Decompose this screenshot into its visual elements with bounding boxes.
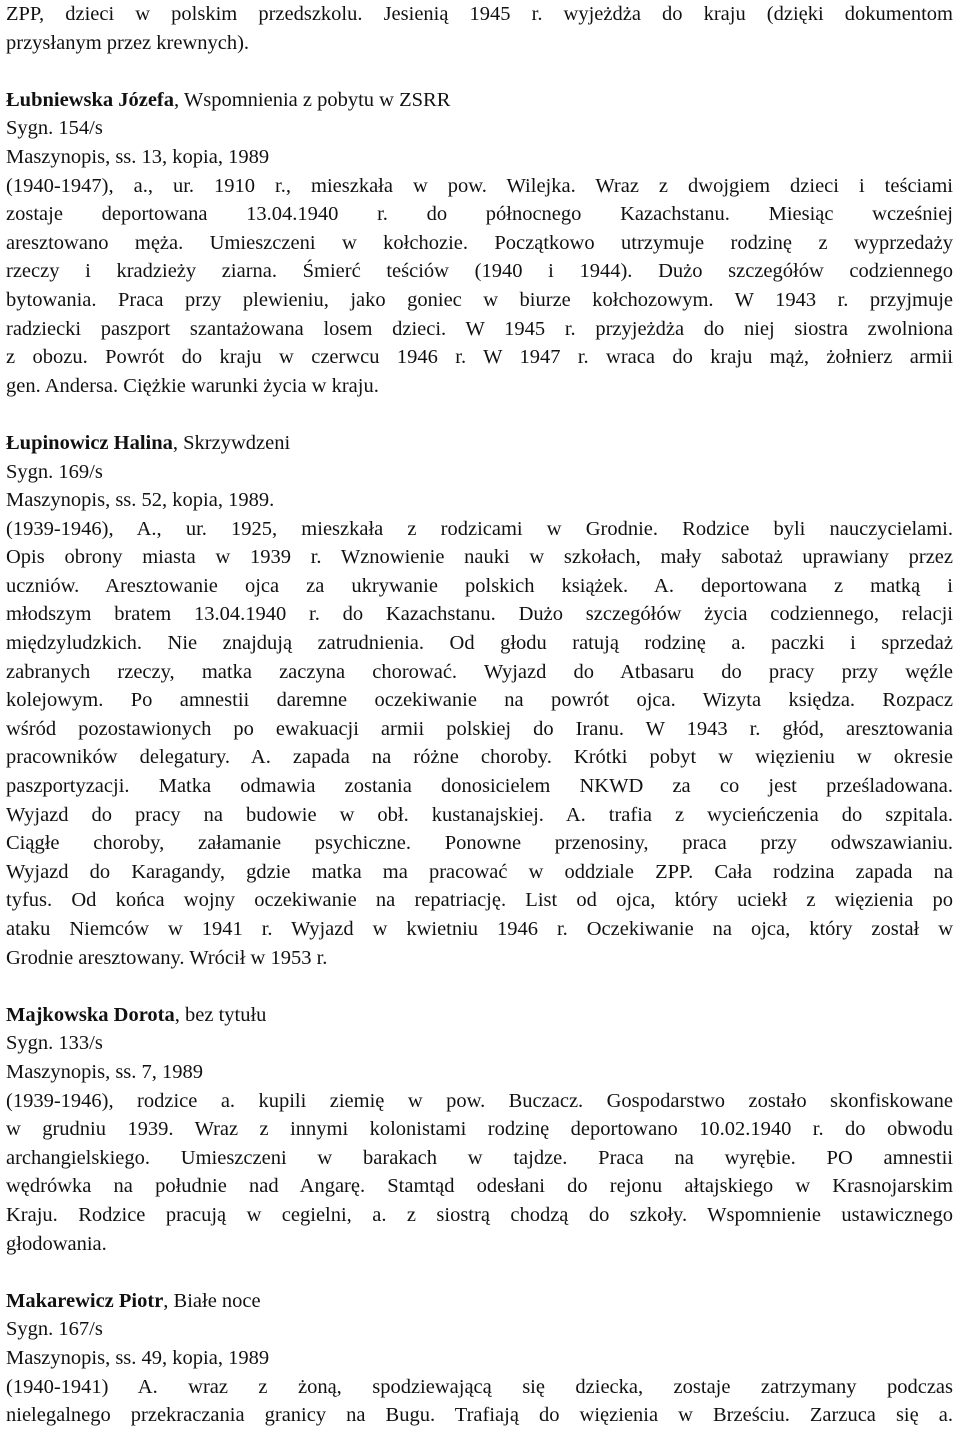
entry-description-line: Wyjazd do Karagandy, gdzie matka ma pracować w oddziale ZPP. Cała rodzina zapada na [6, 860, 953, 883]
entry-description-line: zabranych rzeczy, matka zaczyna chorować. Wyjazd do Atbasaru do pracy przy węźle [6, 660, 953, 683]
entry-description-line: wśród pozostawionych po ewakuacji armii polskiej do Iranu. W 1943 r. głód, aresztowania [6, 717, 953, 740]
entry-description-line: wędrówka na południe nad Angarę. Stamtąd odesłani do rejonu ałtajskiego w Krasnojarskim [6, 1175, 953, 1198]
entry-description-line: (1939-1946), rodzice a. kupili ziemię w pow. Buczacz. Gospodarstwo zostało skonfiskowane [6, 1089, 953, 1112]
entry-signature: Sygn. 167/s [6, 1318, 103, 1341]
entry-description-line: Grodnie aresztowany. Wrócił w 1953 r. [6, 946, 328, 969]
entry-title: , bez tytułu [174, 1003, 267, 1026]
entry-physical: Maszynopis, ss. 13, kopia, 1989 [6, 145, 270, 168]
catalog-entry [6, 86, 953, 401]
entry-description-line: (1940-1941) A. wraz z żoną, spodziewającą się dziecka, zostaje zatrzymany podczas [6, 1375, 953, 1398]
entry-title: , Wspomnienia z pobytu w ZSRR [174, 88, 451, 111]
entry-description-line: pracowników delegatury. A. zapada na różne choroby. Krótki pobyt w więzieniu w okresie [6, 746, 953, 769]
catalog-entry [6, 429, 953, 972]
entry-physical: Maszynopis, ss. 52, kopia, 1989. [6, 489, 275, 512]
entry-description-line: w grudniu 1939. Wraz z innymi kolonistami rodzinę deportowano 10.02.1940 r. do obwodu [6, 1118, 953, 1141]
catalog-entry [6, 1001, 953, 1258]
entry-heading [6, 1287, 953, 1316]
entry-title: , Skrzywdzeni [172, 431, 291, 454]
entry-author: Łubniewska Józefa [6, 88, 175, 111]
entry-description-line: radziecki paszport szantażowana losem dzieci. W 1945 r. przyjeżdża do niej siostra zwolniona [6, 317, 953, 340]
entry-author: Łupinowicz Halina [6, 431, 173, 454]
entry-description-line: gen. Andersa. Ciężkie warunki życia w kraju. [6, 374, 379, 397]
entry-description-line: Ciągłe choroby, załamanie psychiczne. Ponowne przenosiny, praca przy odwszawianiu. [6, 832, 953, 855]
entry-signature: Sygn. 133/s [6, 1032, 103, 1055]
entry-description-line: kolejowym. Po amnestii daremne oczekiwanie na powrót ojca. Wizyta księdza. Rozpacz [6, 689, 953, 712]
entry-description-line: paszportyzacji. Matka odmawia zostania donosicielem NKWD za co jest prześladowana. [6, 775, 953, 798]
entry-signature: Sygn. 154/s [6, 117, 103, 140]
entry-physical: Maszynopis, ss. 49, kopia, 1989 [6, 1346, 270, 1369]
entry-description-line: nielegalnego przekraczania granicy na Bugu. Trafiają do więzienia w Brześciu. Zarzuca się a. [6, 1404, 953, 1427]
entry-title: , Białe noce [163, 1289, 261, 1312]
entry-description-line: ataku Niemców w 1941 r. Wyjazd w kwietniu 1946 r. Oczekiwanie na ojca, który został w [6, 918, 953, 940]
entry-description-line: międzyludzkich. Nie znajdują zatrudnienia. Od głodu ratują rodzinę a. paczki i sprzedaż [6, 632, 953, 655]
entry-description-line: z obozu. Powrót do kraju w czerwcu 1946 r. W 1947 r. wraca do kraju mąż, żołnierz armii [6, 346, 953, 369]
entry-description-line: (1940-1947), a., ur. 1910 r., mieszkała w pow. Wilejka. Wraz z dwojgiem dzieci i teściami [6, 174, 953, 197]
entry-physical: Maszynopis, ss. 7, 1989 [6, 1060, 204, 1083]
entry-author: Makarewicz Piotr [6, 1289, 164, 1312]
entry-description-line: rzeczy i kradzieży ziarna. Śmierć teściów (1940 i 1944). Dużo szczegółów codziennego [6, 260, 953, 283]
entry-description-line: uczniów. Aresztowanie ojca za ukrywanie polskich książek. A. deportowana z matką i [6, 574, 953, 597]
entry-description-line: aresztowano męża. Umieszczeni w kołchozie. Początkowo utrzymuje rodzinę z wyprzedaży [6, 231, 953, 254]
entry-description-line: Opis obrony miasta w 1939 r. Wznowienie nauki w szkołach, mały sabotaż uprawiany przez [6, 546, 953, 569]
entry-description-line: (1939-1946), A., ur. 1925, mieszkała z rodzicami w Grodnie. Rodzice byli nauczycielami. [6, 517, 953, 540]
intro-fragment [6, 0, 953, 57]
entry-description-line: głodowania. [6, 1232, 107, 1255]
entry-heading [6, 429, 953, 458]
entry-description-line: zostaje deportowana 13.04.1940 r. do północnego Kazachstanu. Miesiąc wcześniej [6, 203, 953, 226]
entry-description-line: młodszym bratem 13.04.1940 r. do Kazachstanu. Dużo szczegółów życia codziennego, relacji [6, 603, 953, 626]
entry-heading [6, 86, 953, 115]
entry-heading [6, 1001, 953, 1030]
entry-author: Majkowska Dorota [6, 1003, 175, 1026]
entry-signature: Sygn. 169/s [6, 460, 103, 483]
entry-description-line: tyfus. Od końca wojny oczekiwanie na repatriację. List od ojca, który uciekł z więzienia po [6, 889, 953, 912]
intro-line: ZPP, dzieci w polskim przedszkolu. Jesienią 1945 r. wyjeżdża do kraju (dzięki dokumentom [6, 3, 953, 25]
intro-line: przysłanym przez krewnych). [6, 31, 250, 54]
entry-description-line: archangielskiego. Umieszczeni w barakach w tajdze. Praca na wyrębie. PO amnestii [6, 1146, 953, 1169]
entry-description-line: Kraju. Rodzice pracują w cegielni, a. z siostrą chodzą do szkoły. Wspomnienie ustawicznego [6, 1203, 953, 1226]
entry-description-line: bytowania. Praca przy plewieniu, jako goniec w biurze kołchozowym. W 1943 r. przyjmuje [6, 288, 953, 311]
entry-description-line: Wyjazd do pracy na budowie w obł. kustanajskiej. A. trafia z wycieńczenia do szpitala. [6, 803, 953, 826]
catalog-entry [6, 1287, 953, 1430]
